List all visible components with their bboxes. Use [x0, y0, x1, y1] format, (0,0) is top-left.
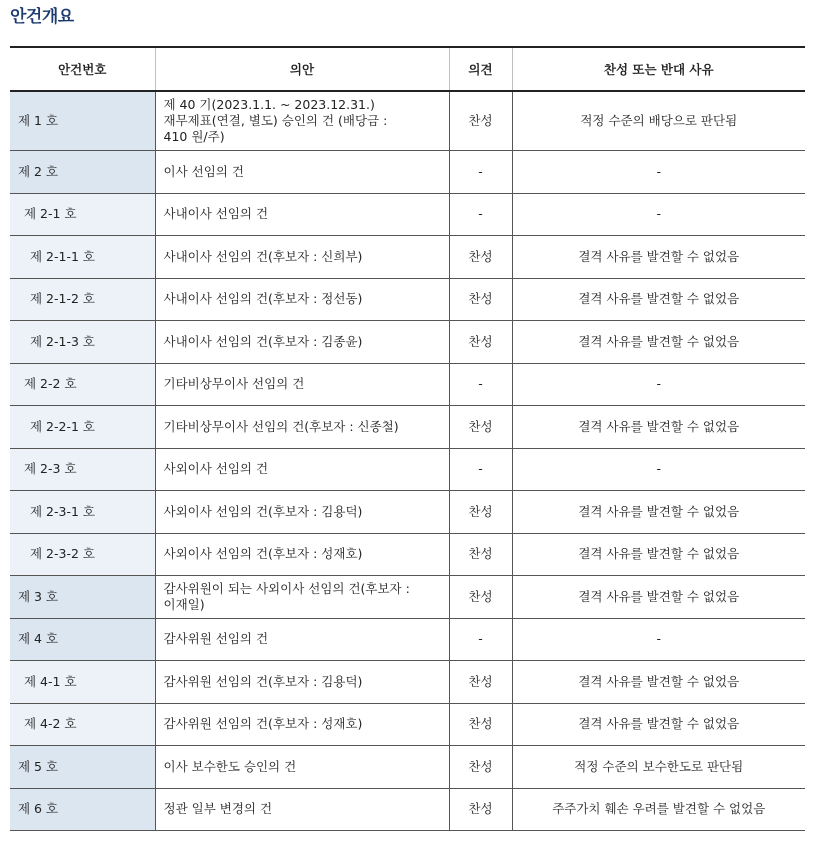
reason-cell — [512, 405, 805, 448]
agenda-number-cell — [10, 405, 155, 448]
reason-text: 결격 사유를 발견할 수 없었음 — [578, 291, 740, 306]
agenda-number-text: 제 4-2 호 — [24, 716, 77, 731]
opinion-cell — [449, 91, 512, 150]
opinion-cell — [449, 533, 512, 575]
agenda-item-cell — [155, 320, 449, 363]
reason-text: 적정 수준의 보수한도로 판단됨 — [574, 758, 744, 774]
table-row — [10, 618, 805, 660]
agenda-item-cell — [155, 235, 449, 278]
agenda-number-text: 제 2-3-2 호 — [30, 546, 95, 561]
opinion-text: - — [478, 461, 483, 476]
agenda-number-cell — [10, 533, 155, 575]
opinion-text: - — [478, 206, 483, 221]
agenda-item-text: 감사위원 선임의 건(후보자 : 김용덕) — [163, 673, 363, 689]
opinion-cell — [449, 150, 512, 193]
reason-cell — [512, 150, 805, 193]
agenda-number-text: 제 4 호 — [18, 631, 59, 646]
table-row — [10, 575, 805, 618]
agenda-item-text: 사외이사 선임의 건 — [163, 461, 269, 476]
table-row — [10, 278, 805, 320]
agenda-number-cell — [10, 193, 155, 235]
agenda-item-text: 사내이사 선임의 건 — [163, 206, 269, 221]
agenda-number-text: 제 4-1 호 — [24, 673, 77, 689]
table-row — [10, 91, 805, 150]
agenda-number-text: 제 2-1-3 호 — [30, 333, 95, 349]
table-row — [10, 788, 805, 830]
reason-cell — [512, 91, 805, 150]
agenda-item-cell — [155, 575, 449, 618]
reason-text: 결격 사유를 발견할 수 없었음 — [578, 546, 740, 561]
opinion-text: 찬성 — [468, 588, 493, 604]
table-row — [10, 405, 805, 448]
agenda-item-cell — [155, 363, 449, 405]
reason-text: 결격 사유를 발견할 수 없었음 — [578, 503, 740, 519]
agenda-number-text: 제 2-3-1 호 — [30, 503, 95, 519]
reason-text: 결격 사유를 발견할 수 없었음 — [578, 418, 740, 434]
opinion-cell — [449, 618, 512, 660]
opinion-cell — [449, 745, 512, 788]
agenda-number-cell — [10, 703, 155, 745]
opinion-text: - — [478, 163, 483, 179]
opinion-cell — [449, 703, 512, 745]
header-reason: 찬성 또는 반대 사유 — [512, 47, 805, 91]
agenda-item-cell — [155, 405, 449, 448]
agenda-number-text: 제 5 호 — [18, 758, 59, 774]
opinion-text: 찬성 — [468, 758, 493, 774]
agenda-number-cell — [10, 235, 155, 278]
table-row — [10, 235, 805, 278]
agenda-item-text: 이사 선임의 건 — [163, 163, 244, 179]
agenda-number-text: 제 2-2 호 — [24, 376, 77, 391]
agenda-number-cell — [10, 490, 155, 533]
agenda-table — [10, 46, 805, 831]
reason-cell — [512, 448, 805, 490]
agenda-item-cell — [155, 618, 449, 660]
agenda-number-cell — [10, 788, 155, 830]
reason-text: - — [656, 206, 661, 221]
reason-cell — [512, 533, 805, 575]
agenda-item-text: 사외이사 선임의 건(후보자 : 성재호) — [163, 546, 363, 561]
agenda-item-cell — [155, 703, 449, 745]
table-row — [10, 490, 805, 533]
opinion-text: 찬성 — [468, 112, 493, 128]
table-row — [10, 703, 805, 745]
agenda-table-body — [10, 91, 805, 830]
reason-text: 결격 사유를 발견할 수 없었음 — [578, 716, 740, 731]
table-row — [10, 150, 805, 193]
agenda-item-text: 기타비상무이사 선임의 건 — [163, 376, 305, 391]
agenda-number-text: 제 2-1-2 호 — [30, 291, 95, 306]
reason-cell — [512, 193, 805, 235]
table-row — [10, 533, 805, 575]
header-agenda-no: 안건번호 — [10, 47, 155, 91]
agenda-number-cell — [10, 745, 155, 788]
agenda-number-text: 제 2-1-1 호 — [30, 248, 95, 264]
agenda-number-cell — [10, 660, 155, 703]
reason-cell — [512, 575, 805, 618]
reason-text: 결격 사유를 발견할 수 없었음 — [578, 333, 740, 349]
reason-text: 결격 사유를 발견할 수 없었음 — [578, 248, 740, 264]
agenda-number-text: 제 1 호 — [18, 112, 59, 128]
agenda-item-cell — [155, 490, 449, 533]
agenda-number-cell — [10, 150, 155, 193]
agenda-number-cell — [10, 91, 155, 150]
header-agenda-item: 의안 — [155, 47, 449, 91]
opinion-cell — [449, 193, 512, 235]
agenda-number-text: 제 3 호 — [18, 588, 59, 604]
agenda-item-cell — [155, 150, 449, 193]
reason-cell — [512, 363, 805, 405]
reason-text: - — [656, 631, 661, 646]
agenda-number-cell — [10, 618, 155, 660]
opinion-text: 찬성 — [468, 801, 493, 816]
opinion-text: 찬성 — [468, 291, 493, 306]
reason-cell — [512, 660, 805, 703]
table-header-row — [10, 47, 805, 91]
opinion-cell — [449, 788, 512, 830]
agenda-item-cell — [155, 448, 449, 490]
reason-cell — [512, 703, 805, 745]
opinion-text: - — [478, 631, 483, 646]
agenda-number-text: 제 2-1 호 — [24, 206, 77, 221]
agenda-item-text: 사내이사 선임의 건(후보자 : 정선동) — [163, 291, 363, 306]
reason-text: 적정 수준의 배당으로 판단됨 — [580, 112, 738, 128]
table-row — [10, 193, 805, 235]
opinion-cell — [449, 320, 512, 363]
agenda-number-text: 제 2-3 호 — [24, 461, 77, 476]
agenda-item-cell — [155, 660, 449, 703]
agenda-number-cell — [10, 448, 155, 490]
opinion-cell — [449, 363, 512, 405]
opinion-text: - — [478, 376, 483, 391]
table-row — [10, 660, 805, 703]
reason-cell — [512, 490, 805, 533]
table-row — [10, 363, 805, 405]
reason-cell — [512, 235, 805, 278]
agenda-number-cell — [10, 320, 155, 363]
agenda-number-cell — [10, 363, 155, 405]
reason-text: 결격 사유를 발견할 수 없었음 — [578, 588, 740, 604]
agenda-item-text: 사외이사 선임의 건(후보자 : 김용덕) — [163, 503, 363, 519]
agenda-item-text: 감사위원이 되는 사외이사 선임의 건(후보자 : 이재일) — [163, 580, 410, 612]
agenda-item-cell — [155, 91, 449, 150]
opinion-cell — [449, 448, 512, 490]
agenda-item-text: 기타비상무이사 선임의 건(후보자 : 신종철) — [163, 418, 399, 434]
table-row — [10, 320, 805, 363]
agenda-item-text: 감사위원 선임의 건(후보자 : 성재호) — [163, 716, 363, 731]
reason-cell — [512, 788, 805, 830]
opinion-text: 찬성 — [468, 546, 493, 561]
agenda-number-cell — [10, 278, 155, 320]
opinion-text: 찬성 — [468, 716, 493, 731]
agenda-number-text: 제 2 호 — [18, 163, 59, 179]
agenda-number-text: 제 6 호 — [18, 801, 59, 816]
opinion-text: 찬성 — [468, 673, 493, 689]
reason-cell — [512, 618, 805, 660]
agenda-number-text: 제 2-2-1 호 — [30, 418, 95, 434]
opinion-text: 찬성 — [468, 248, 493, 264]
opinion-cell — [449, 660, 512, 703]
agenda-item-text: 이사 보수한도 승인의 건 — [163, 758, 297, 774]
agenda-item-text: 사내이사 선임의 건(후보자 : 신희부) — [163, 248, 363, 264]
opinion-text: 찬성 — [468, 418, 493, 434]
opinion-cell — [449, 575, 512, 618]
agenda-item-cell — [155, 788, 449, 830]
agenda-number-cell — [10, 575, 155, 618]
page-title: 안건개요 — [10, 7, 74, 27]
reason-text: 주주가치 훼손 우려를 발견할 수 없었음 — [552, 801, 766, 816]
agenda-item-text: 정관 일부 변경의 건 — [163, 801, 273, 816]
opinion-cell — [449, 405, 512, 448]
table-row — [10, 745, 805, 788]
reason-cell — [512, 320, 805, 363]
reason-cell — [512, 745, 805, 788]
reason-text: 결격 사유를 발견할 수 없었음 — [578, 673, 740, 689]
reason-text: - — [656, 461, 661, 476]
header-opinion: 의견 — [449, 47, 512, 91]
agenda-item-text: 사내이사 선임의 건(후보자 : 김종윤) — [163, 333, 363, 349]
opinion-text: 찬성 — [468, 333, 493, 349]
agenda-item-text: 제 40 기(2023.1.1. ~ 2023.12.31.) 재무제표(연결, 별도) 승인의 건 (배당금 : 410 원/주) — [163, 96, 388, 144]
opinion-text: 찬성 — [468, 503, 493, 519]
agenda-item-cell — [155, 745, 449, 788]
opinion-cell — [449, 235, 512, 278]
reason-cell — [512, 278, 805, 320]
agenda-item-cell — [155, 193, 449, 235]
table-row — [10, 448, 805, 490]
agenda-item-cell — [155, 533, 449, 575]
opinion-cell — [449, 278, 512, 320]
agenda-item-cell — [155, 278, 449, 320]
reason-text: - — [656, 163, 661, 179]
opinion-cell — [449, 490, 512, 533]
reason-text: - — [656, 376, 661, 391]
agenda-item-text: 감사위원 선임의 건 — [163, 631, 269, 646]
